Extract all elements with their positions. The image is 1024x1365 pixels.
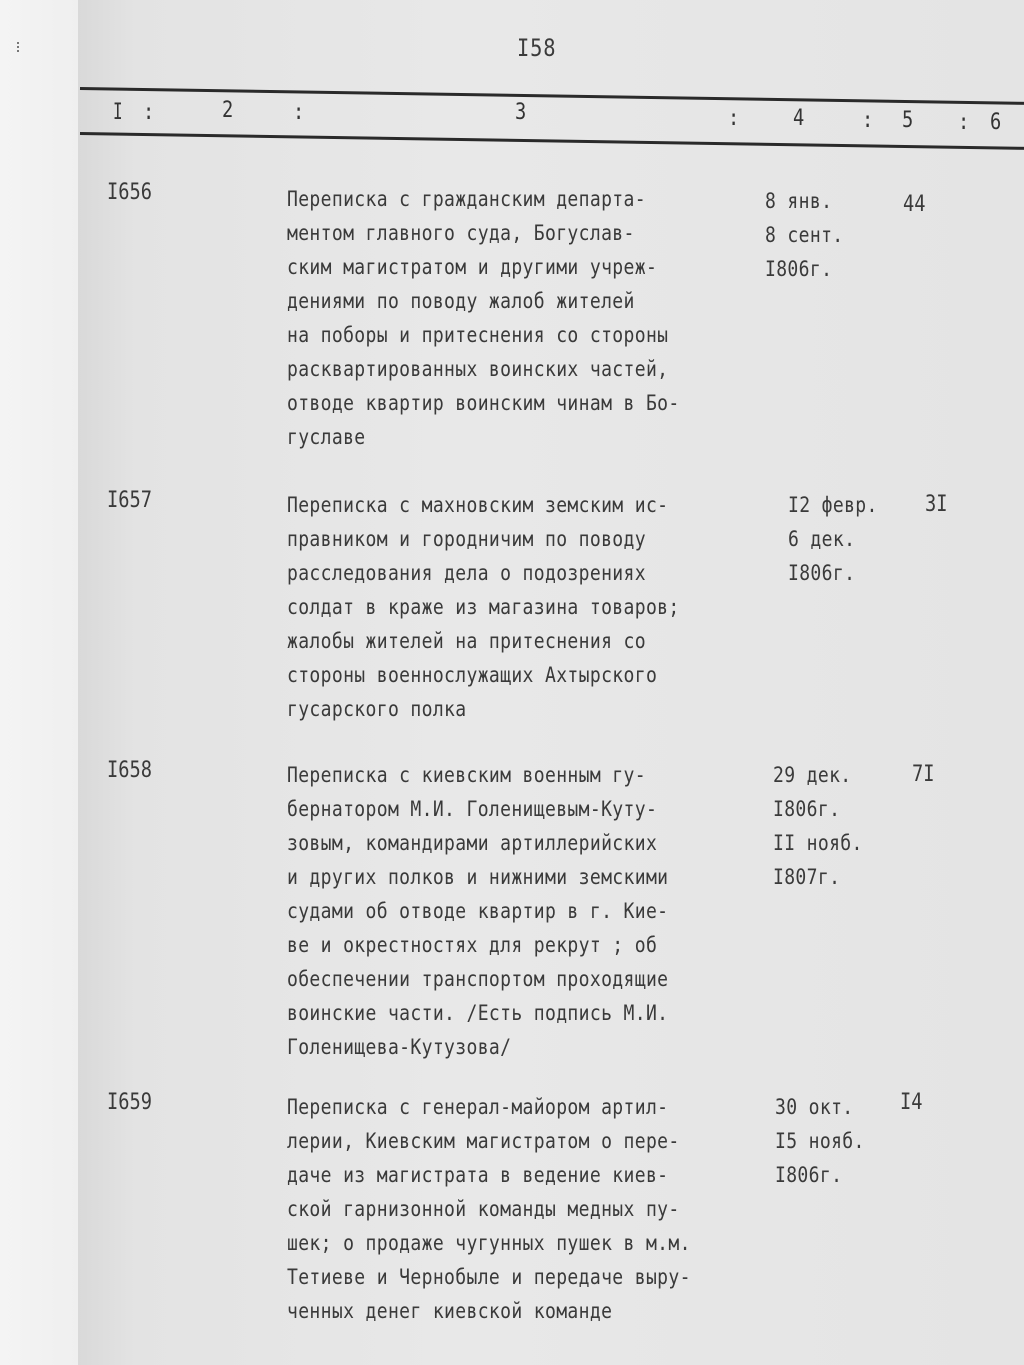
description-line: и других полков и нижними земскими bbox=[287, 865, 669, 889]
column-header-6: 6 bbox=[990, 110, 1002, 135]
description-line: воинские части. /Есть подпись М.И. bbox=[287, 1001, 669, 1025]
description-line: Переписка с махновским земским ис- bbox=[287, 493, 669, 517]
entry-dates bbox=[773, 758, 877, 894]
description-line: ской гарнизонной команды медных пу- bbox=[287, 1197, 680, 1221]
description-line: жалобы жителей на притеснения со bbox=[287, 629, 646, 653]
description-line: стороны военнослужащих Ахтырского bbox=[287, 663, 658, 687]
description-line: судами об отводе квартир в г. Кие- bbox=[287, 899, 669, 923]
date-line: I806г. bbox=[775, 1163, 843, 1187]
description-line: лерии, Киевским магистратом о пере- bbox=[287, 1129, 680, 1153]
entry-description bbox=[287, 488, 767, 726]
column-header-4: 4 bbox=[793, 106, 805, 131]
entry-sheet-count: I4 bbox=[900, 1090, 923, 1115]
date-line: I2 февр. bbox=[788, 493, 878, 517]
left-margin-strip bbox=[0, 0, 78, 1365]
entry-dates bbox=[765, 184, 856, 286]
description-line: ским магистратом и другими учреж- bbox=[287, 255, 658, 279]
column-header-5: 5 bbox=[902, 108, 914, 133]
date-line: 8 сент. bbox=[765, 223, 844, 247]
entry-number: I659 bbox=[107, 1090, 153, 1115]
description-line: гусарского полка bbox=[287, 697, 467, 721]
description-line: Переписка с гражданским департа- bbox=[287, 187, 646, 211]
column-header-row: I : 2 : 3 : 4 : 5 : 6 bbox=[113, 98, 1002, 135]
description-line: расследования дела о подозрениях bbox=[287, 561, 646, 585]
date-line: 29 дек. bbox=[773, 763, 852, 787]
description-line: Переписка с генерал-майором артил- bbox=[287, 1095, 669, 1119]
description-line: ченных денег киевской команде bbox=[287, 1299, 613, 1323]
description-line: ментом главного суда, Богуслав- bbox=[287, 221, 635, 245]
description-line: бернатором М.И. Голенищевым-Куту- bbox=[287, 797, 658, 821]
description-line: ве и окрестностях для рекрут ; об bbox=[287, 933, 658, 957]
date-line: 30 окт. bbox=[775, 1095, 854, 1119]
entry-sheet-count: 7I bbox=[912, 762, 935, 787]
entry-dates bbox=[775, 1090, 879, 1192]
description-line: на поборы и притеснения со стороны bbox=[287, 323, 669, 347]
date-line: I806г. bbox=[788, 561, 856, 585]
description-line: шек; о продаже чугунных пушек в м.м. bbox=[287, 1231, 691, 1255]
entry-sheet-count: 3I bbox=[925, 492, 948, 517]
description-line: Переписка с киевским военным гу- bbox=[287, 763, 646, 787]
column-header-2: 2 bbox=[222, 98, 234, 123]
description-line: Тетиеве и Чернобыле и передаче выру- bbox=[287, 1265, 691, 1289]
description-line: отводе квартир воинским чинам в Бо- bbox=[287, 391, 680, 415]
description-line: зовым, командирами артиллерийских bbox=[287, 831, 658, 855]
description-line: дениями по поводу жалоб жителей bbox=[287, 289, 635, 313]
column-separator: : bbox=[958, 110, 970, 135]
entry-dates bbox=[788, 488, 892, 590]
column-separator: : bbox=[728, 106, 740, 131]
description-line: даче из магистрата в ведение киев- bbox=[287, 1163, 669, 1187]
entry-description bbox=[287, 758, 767, 1064]
date-line: II нояб. bbox=[773, 831, 863, 855]
column-separator: : bbox=[862, 108, 874, 133]
description-line: солдат в краже из магазина товаров; bbox=[287, 595, 680, 619]
description-line: правником и городничим по поводу bbox=[287, 527, 646, 551]
description-line: обеспечении транспортом проходящие bbox=[287, 967, 669, 991]
entry-number: I658 bbox=[107, 758, 153, 783]
description-line: Голенищева-Кутузова/ bbox=[287, 1035, 512, 1059]
description-line: расквартированных воинских частей, bbox=[287, 357, 669, 381]
date-line: I806г. bbox=[765, 257, 833, 281]
entry-sheet-count: 44 bbox=[903, 192, 926, 217]
date-line: 8 янв. bbox=[765, 189, 833, 213]
date-line: I5 нояб. bbox=[775, 1129, 865, 1153]
entry-number: I656 bbox=[107, 180, 153, 205]
entry-number: I657 bbox=[107, 488, 153, 513]
paper-speck bbox=[17, 42, 21, 52]
page-number: I58 bbox=[517, 34, 557, 62]
date-line: I807г. bbox=[773, 865, 841, 889]
column-header-3: 3 bbox=[515, 100, 527, 125]
column-separator: : bbox=[293, 100, 305, 125]
entry-description bbox=[287, 1090, 767, 1328]
date-line: I806г. bbox=[773, 797, 841, 821]
date-line: 6 дек. bbox=[788, 527, 856, 551]
entry-description bbox=[287, 182, 767, 454]
description-line: гуславе bbox=[287, 425, 366, 449]
column-separator: : bbox=[143, 100, 155, 125]
